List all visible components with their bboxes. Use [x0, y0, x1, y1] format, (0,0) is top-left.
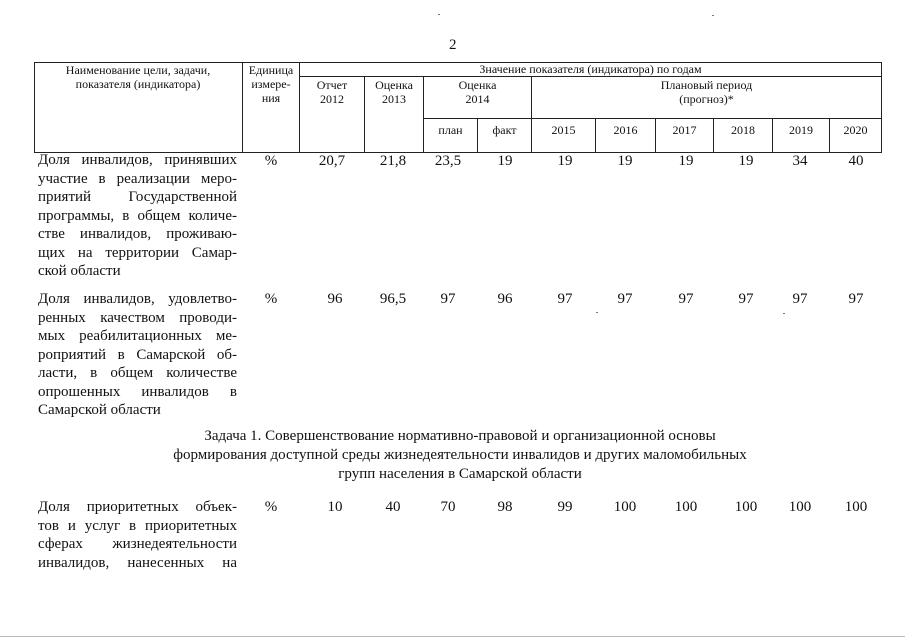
value-cell: 19 — [557, 153, 573, 169]
section-title-line: групп населения в Самарской области — [338, 466, 582, 482]
value-cell: 97 — [440, 291, 456, 307]
header-unit-line: Единица — [248, 63, 294, 77]
value-cell: 19 — [617, 153, 633, 169]
header-values-title: Значение показателя (индикатора) по годам — [479, 62, 702, 76]
row-label-line: роприятий в Самарской об- — [38, 346, 237, 363]
value-cell: 40 — [385, 499, 401, 515]
section-title-line: формирования доступной среды жизнедеятельности инвалидов и других маломобильных — [173, 447, 747, 463]
row-label-line: приятий Государственной — [38, 189, 237, 205]
header-report-line: Отчет — [316, 78, 348, 92]
header-year: 2020 — [843, 123, 868, 137]
row-label-line: щих на территории Самар- — [38, 244, 237, 261]
value-cell: 10 — [327, 499, 343, 515]
row-label-line: сферах жизнедеятельности — [38, 536, 237, 552]
unit-cell: % — [264, 291, 278, 307]
value-cell: 19 — [678, 153, 694, 169]
value-cell: 34 — [792, 153, 808, 169]
row-label — [38, 498, 237, 572]
row-label-line: стве инвалидов, проживаю- — [38, 226, 237, 242]
row-label — [38, 151, 237, 281]
section-title-line: Задача 1. Совершенствование нормативно-правовой и организационной основы — [204, 428, 716, 444]
value-cell: 70 — [440, 499, 456, 515]
value-cell: 40 — [848, 153, 864, 169]
page-number: 2 — [449, 37, 457, 53]
value-cell: 97 — [848, 291, 864, 307]
header-year: 2015 — [551, 123, 576, 137]
value-cell: 19 — [738, 153, 754, 169]
value-cell: 21,8 — [379, 153, 407, 169]
value-cell: 100 — [788, 499, 812, 515]
unit-cell: % — [264, 153, 278, 169]
header-rule-2 — [299, 76, 881, 77]
row-label-line: программы, в общем количе- — [38, 207, 237, 224]
scan-speck — [783, 313, 785, 314]
row-label-line: ласти, в общем количестве — [38, 365, 237, 381]
row-label-line: Доля инвалидов, удовлетво- — [38, 291, 237, 307]
value-cell: 100 — [844, 499, 868, 515]
header-estimate-2013 — [365, 78, 423, 106]
header-year: 2019 — [789, 123, 813, 137]
header-estimate-2014 — [424, 78, 531, 106]
header-plan-period-line: (прогноз)* — [679, 92, 734, 106]
value-cell: 96 — [327, 291, 343, 307]
value-cell: 19 — [497, 153, 513, 169]
row-label-line: опрошенных инвалидов в — [38, 383, 237, 400]
row-label-line: тов и услуг в приоритетных — [38, 517, 237, 534]
header-rule-3 — [423, 118, 881, 119]
row-label-line: ской области — [38, 263, 121, 279]
value-cell: 100 — [674, 499, 698, 515]
row-label-line: инвалидов, нанесенных на — [38, 554, 237, 571]
value-cell: 20,7 — [318, 153, 346, 169]
bottom-rule — [0, 636, 905, 637]
section-title — [100, 427, 820, 484]
header-name-col: Наименование цели, задачи, показателя (индикатора) — [65, 63, 211, 91]
row-label-line: Доля инвалидов, принявших — [38, 152, 237, 168]
header-estimate2014-line: 2014 — [465, 92, 490, 106]
scan-speck — [438, 14, 440, 15]
scan-speck — [712, 15, 714, 16]
value-cell: 97 — [792, 291, 808, 307]
value-cell: 99 — [557, 499, 573, 515]
header-col-line — [34, 62, 35, 153]
row-label-line: Доля приоритетных объек- — [38, 499, 237, 515]
header-estimate2014-line: Оценка — [458, 78, 497, 92]
value-cell: 23,5 — [434, 153, 462, 169]
value-cell: 96,5 — [379, 291, 407, 307]
header-year: 2016 — [613, 123, 638, 137]
row-label-line: ренных качеством проводи- — [38, 309, 237, 326]
header-report-line: 2012 — [320, 92, 344, 106]
header-estimate-line: Оценка — [375, 78, 413, 92]
value-cell: 97 — [557, 291, 573, 307]
header-plan-period-line: Плановый период — [660, 78, 753, 92]
header-plan: план — [438, 123, 463, 137]
header-col-line — [881, 62, 882, 153]
header-unit-line: ния — [261, 91, 281, 105]
row-label — [38, 290, 237, 420]
value-cell: 97 — [678, 291, 694, 307]
header-unit-col — [243, 63, 299, 105]
value-cell: 97 — [617, 291, 633, 307]
header-plan-period — [532, 78, 881, 106]
header-fact: факт — [492, 123, 517, 137]
header-year: 2017 — [672, 123, 697, 137]
value-cell: 96 — [497, 291, 513, 307]
header-report — [300, 78, 364, 106]
header-estimate-line: 2013 — [382, 92, 406, 106]
row-label-line: мых реабилитационных ме- — [38, 328, 237, 344]
header-year: 2018 — [731, 123, 755, 137]
row-label-line: участие в реализации меро- — [38, 170, 237, 187]
value-cell: 97 — [738, 291, 754, 307]
value-cell: 100 — [613, 499, 637, 515]
row-label-line: Самарской области — [38, 402, 161, 418]
value-cell: 98 — [497, 499, 513, 515]
unit-cell: % — [264, 499, 278, 515]
header-unit-line: измере- — [251, 77, 291, 91]
scan-speck — [596, 312, 598, 313]
value-cell: 100 — [734, 499, 758, 515]
